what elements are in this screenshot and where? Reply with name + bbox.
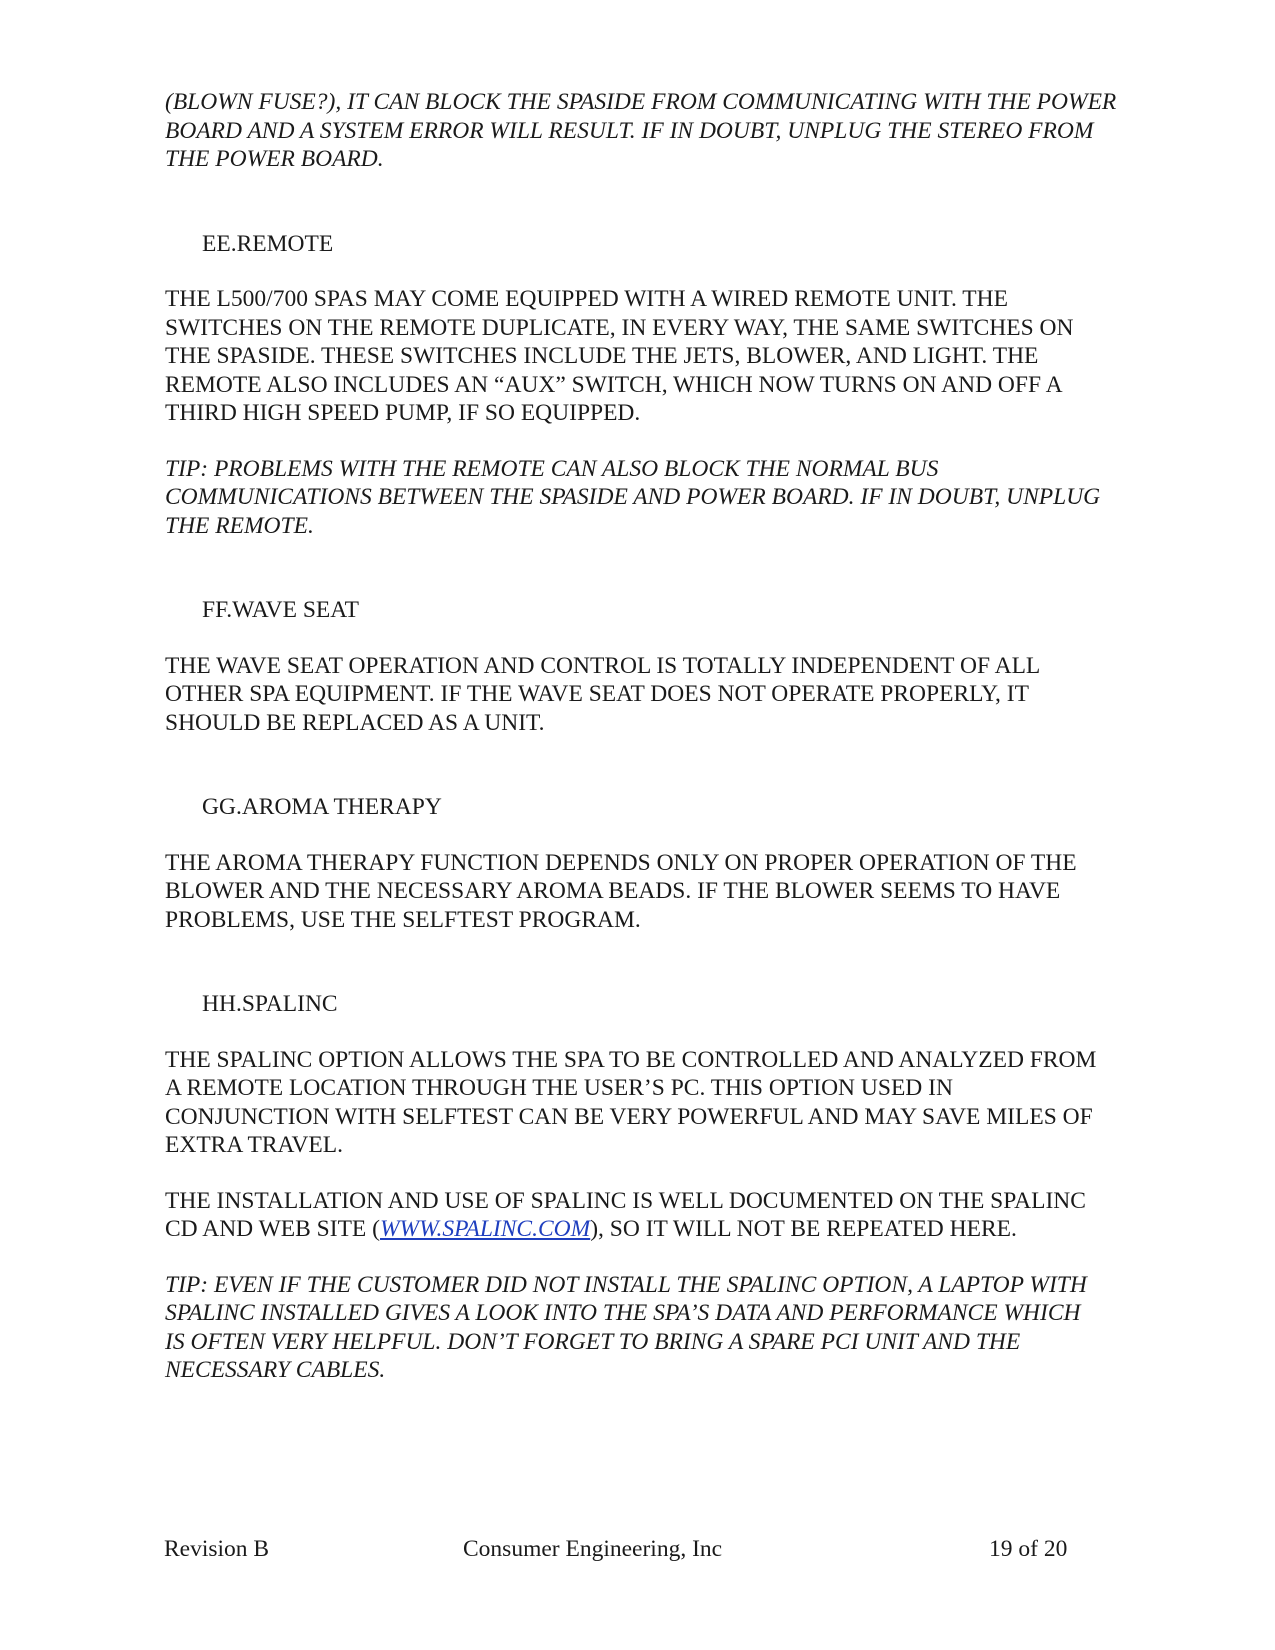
- section-heading-wave-seat: FF.WAVE SEAT: [202, 597, 359, 623]
- stereo-note-paragraph: (BLOWN FUSE?), IT CAN BLOCK THE SPASIDE FROM COMMUNICATING WITH THE POWER BOARD AND A SYSTEM ERROR WILL RESULT. IF IN DOUBT, UNPLUG THE STEREO FROM THE POWER BOARD.: [165, 89, 1117, 172]
- spalinc-install-paragraph: [165, 1187, 1185, 1244]
- page-footer: [0, 1536, 1275, 1566]
- section-heading-aroma-therapy: GG.AROMA THERAPY: [202, 794, 442, 820]
- spalinc-tip-paragraph: TIP: EVEN IF THE CUSTOMER DID NOT INSTALL THE SPALINC OPTION, A LAPTOP WITH SPALINC INSTALLED GIVES A LOOK INTO THE SPA’S DATA AND PERFORMANCE WHICH IS OFTEN VERY HELPFUL. DON’T FORGET TO BRING A SPARE PCI UNIT AND THE NECESSARY CABLES.: [165, 1271, 1087, 1383]
- section-heading-spalinc: HH.SPALINC: [202, 991, 338, 1017]
- spacer: [165, 822, 1185, 849]
- spalinc-paragraph: THE SPALINC OPTION ALLOWS THE SPA TO BE CONTROLLED AND ANALYZED FROM A REMOTE LOCATION THROUGH THE USER’S PC. THIS OPTION USED IN CONJUNCTION WITH SELFTEST CAN BE VERY POWERFUL AND MAY SAVE MILES OF EXTRA TRAVEL.: [165, 1046, 1097, 1158]
- remote-paragraph: THE L500/700 SPAS MAY COME EQUIPPED WITH A WIRED REMOTE UNIT. THE SWITCHES ON THE REMOTE DUPLICATE, IN EVERY WAY, THE SAME SWITCHES ON THE SPASIDE. THESE SWITCHES INCLUDE THE JETS, BLOWER, AND LIGHT. THE REMOTE ALSO INCLUDES AN “AUX” SWITCH, WHICH NOW TURNS ON AND OFF A THIRD HIGH SPEED PUMP, IF SO EQUIPPED.: [165, 286, 1074, 426]
- install-text-start: THE INSTALLATION AND USE OF SPALINC IS WELL DOCUMENTED ON THE SPALINC CD AND WEB SITE (: [165, 1187, 1086, 1242]
- aroma-therapy-paragraph: THE AROMA THERAPY FUNCTION DEPENDS ONLY ON PROPER OPERATION OF THE BLOWER AND THE NECESSARY AROMA BEADS. IF THE BLOWER SEEMS TO HAVE PROBLEMS, USE THE SELFTEST PROGRAM.: [165, 849, 1077, 933]
- section-heading-remote: EE.REMOTE: [202, 230, 334, 257]
- spacer: [165, 174, 1185, 230]
- footer-revision: Revision B: [164, 1536, 270, 1562]
- footer-page-number: 19 of 20: [989, 1536, 1068, 1562]
- remote-tip-paragraph: TIP: PROBLEMS WITH THE REMOTE CAN ALSO BLOCK THE NORMAL BUS COMMUNICATIONS BETWEEN THE SPASIDE AND POWER BOARD. IF IN DOUBT, UNPLUG THE REMOTE.: [165, 455, 1101, 539]
- spalinc-website-link[interactable]: WWW.SPALINC.COM: [379, 1216, 591, 1242]
- spacer: [165, 625, 1185, 652]
- spacer: [165, 428, 1185, 455]
- spacer: [165, 934, 1185, 990]
- spacer: [165, 540, 1185, 596]
- spacer: [165, 1019, 1185, 1046]
- spacer: [165, 737, 1185, 793]
- install-text-end: ), SO IT WILL NOT BE REPEATED HERE.: [590, 1216, 1017, 1242]
- spacer: [165, 1244, 1185, 1271]
- spacer: [165, 1160, 1185, 1187]
- wave-seat-paragraph: THE WAVE SEAT OPERATION AND CONTROL IS TOTALLY INDEPENDENT OF ALL OTHER SPA EQUIPMENT. IF THE WAVE SEAT DOES NOT OPERATE PROPERLY, IT SHOULD BE REPLACED AS A UNIT.: [165, 652, 1041, 736]
- footer-company: Consumer Engineering, Inc: [463, 1536, 723, 1562]
- spacer: [165, 258, 1185, 285]
- document-page: [165, 88, 1185, 1385]
